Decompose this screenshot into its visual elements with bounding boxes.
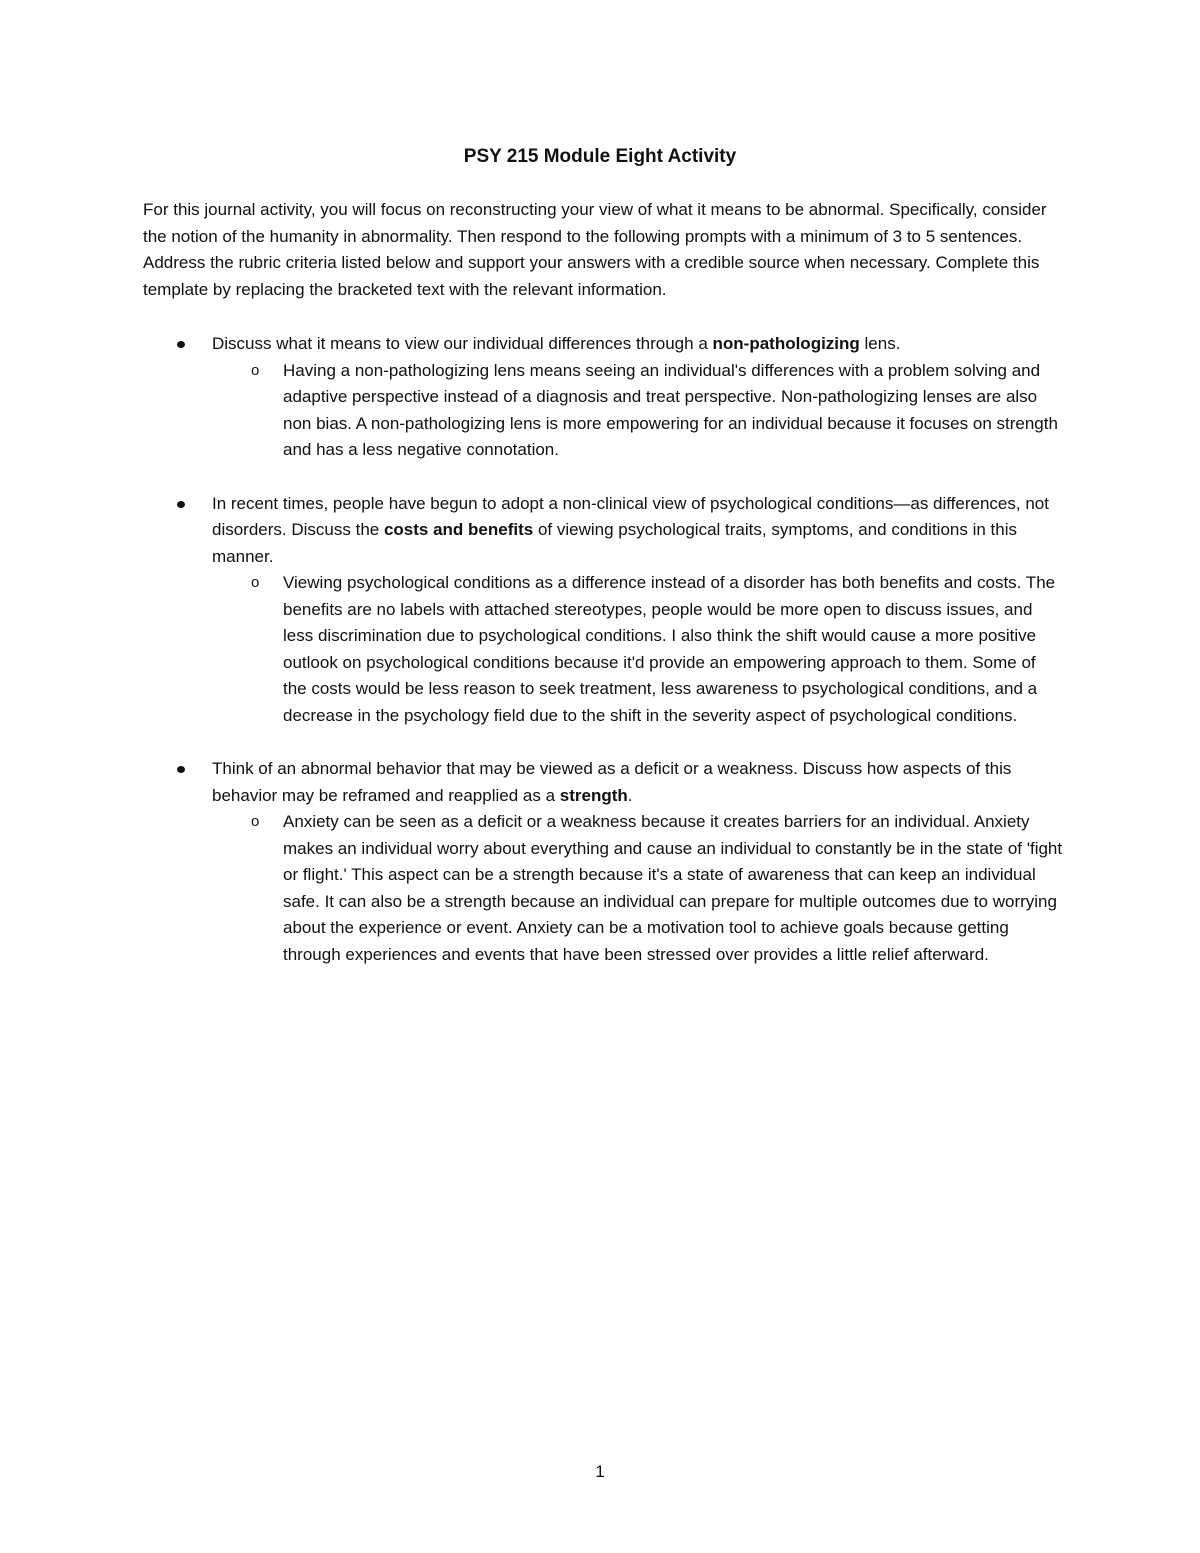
document-body: [143, 197, 1063, 995]
bullet-icon: [177, 501, 185, 508]
bullet-icon: [177, 766, 185, 773]
answer-item: [212, 570, 1063, 729]
bullet-icon: [177, 341, 185, 348]
page-number: 1: [595, 1462, 605, 1481]
prompt-text: In recent times, people have begun to adopt a non-clinical view of psychological conditions—as differences, not disorders. Discuss the costs and benefits of viewing psychological traits, symptoms, and conditions in this manner.: [212, 493, 1049, 566]
sub-bullet-icon: o: [251, 361, 260, 379]
prompt-item: [143, 331, 1063, 464]
prompt-item: [143, 491, 1063, 730]
answer-item: [212, 358, 1063, 464]
sub-bullet-icon: o: [251, 813, 260, 830]
prompt-text: Think of an abnormal behavior that may be viewed as a deficit or a weakness. Discuss how aspects of this behavior may be reframed and reapplied as a strength.: [212, 759, 1012, 805]
answer-text: Anxiety can be seen as a deficit or a weakness because it creates barriers for an individual. Anxiety makes an individual worry about everything and cause an individual to constantly be in the state of 'fight or flight.' This aspect can be a strength because it's a state of awareness that can keep an individual safe. It can also be a strength because an individual can prepare for multiple outcomes due to worrying about the experience or event. Anxiety can be a motivation tool to achieve goals because getting through experiences and events that have been stressed over provides a little relief afterward.: [283, 812, 1063, 964]
answer-item: [212, 809, 1063, 968]
prompt-item: [143, 756, 1063, 968]
document-title: PSY 215 Module Eight Activity: [463, 146, 737, 167]
answer-text: Viewing psychological conditions as a difference instead of a disorder has both benefits and costs. The benefits are no labels with attached stereotypes, people would be more open to discuss issues, and less discrimination due to psychological conditions. I also think the shift would cause a more positive outlook on psychological conditions because it'd provide an empowering approach to them. Some of the costs would be less reason to seek treatment, less awareness to psychological conditions, and a decrease in the psychology field due to the shift in the severity aspect of psychological conditions.: [283, 573, 1056, 725]
answer-text: Having a non-pathologizing lens means seeing an individual's differences with a problem solving and adaptive perspective instead of a diagnosis and treat perspective. Non-pathologizing lenses are also non bias. A non-pathologizing lens is more empowering for an individual because it focuses on strength and has a less negative connotation.: [283, 360, 1058, 459]
intro-paragraph: For this journal activity, you will focus on reconstructing your view of what it means to be abnormal. Specifically, consider the notion of the humanity in abnormality. Then respond to the following prompts with a minimum of 3 to 5 sentences. Address the rubric criteria listed below and support your answers with a credible source when necessary. Complete this template by replacing the bracketed text with the relevant information.: [143, 200, 1047, 299]
prompt-text: Discuss what it means to view our individual differences through a non-pathologizing lens.: [212, 334, 901, 353]
prompt-list: [143, 331, 1063, 968]
sub-bullet-icon: o: [251, 574, 260, 591]
